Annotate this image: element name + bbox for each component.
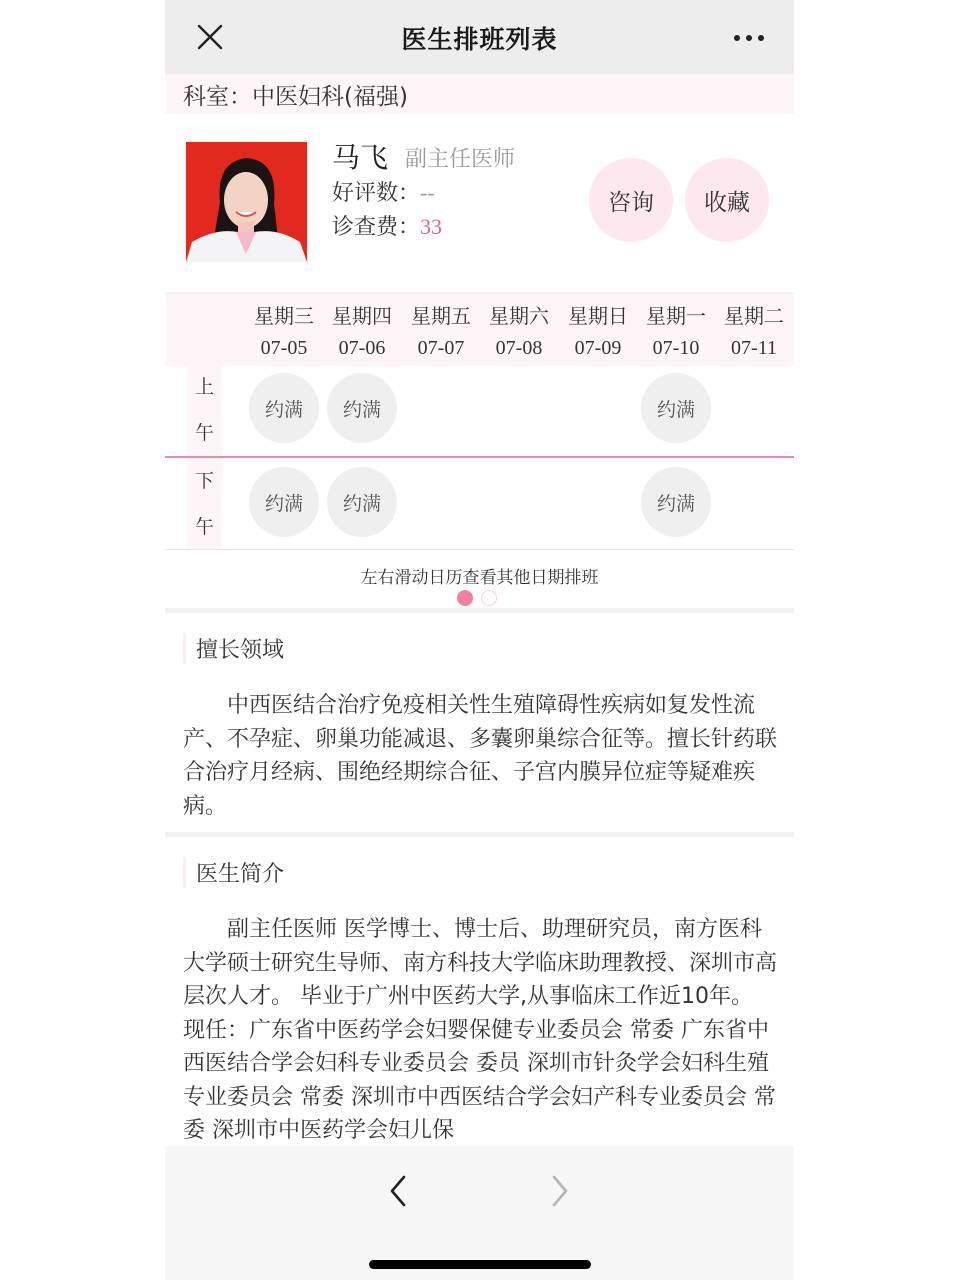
pm-label (187, 458, 222, 550)
swipe-hint: 左右滑动日历查看其他日期排班 (360, 568, 599, 588)
page-title: 医生排班列表 (401, 25, 558, 54)
slot-full[interactable]: 约满 (641, 467, 711, 537)
slot-full[interactable]: 约满 (327, 467, 397, 537)
weekday-label: 星期日 (568, 304, 628, 328)
specialty-title: 擅长领域 (183, 633, 284, 664)
slot-full[interactable]: 约满 (641, 373, 711, 443)
schedule-calendar[interactable] (165, 292, 794, 550)
am-label-char: 午 (194, 422, 214, 444)
date-label: 07-06 (338, 337, 386, 359)
day-column (715, 300, 793, 364)
rating-row (332, 176, 435, 207)
fee-value: 33 (420, 214, 443, 239)
page-indicator[interactable] (457, 587, 505, 605)
page-dot-active[interactable] (457, 590, 473, 606)
consult-button[interactable]: 咨询 (589, 158, 673, 242)
rating-value: -- (420, 180, 435, 205)
slot-full[interactable]: 约满 (327, 373, 397, 443)
pm-label-char: 下 (194, 470, 214, 492)
doctor-photo (186, 142, 307, 262)
forward-button[interactable] (547, 1174, 573, 1208)
weekday-label: 星期五 (411, 304, 471, 328)
day-column (245, 300, 323, 364)
date-label: 07-05 (260, 337, 308, 359)
more-dots-icon (732, 22, 766, 52)
date-label: 07-09 (574, 337, 622, 359)
more-button[interactable] (732, 22, 766, 52)
weekday-label: 星期二 (724, 304, 784, 328)
fee-row (332, 210, 442, 241)
pm-label-char: 午 (194, 516, 214, 538)
date-label: 07-07 (417, 337, 465, 359)
back-button[interactable] (385, 1174, 411, 1208)
navbar (165, 0, 794, 74)
weekday-label: 星期六 (489, 304, 549, 328)
am-label (187, 364, 222, 456)
am-label-char: 上 (194, 376, 214, 398)
rating-label: 好评数： (332, 181, 421, 206)
page-dot[interactable] (481, 590, 497, 606)
date-label: 07-11 (731, 337, 777, 359)
department-label: 科室：中医妇科(福强) (183, 84, 408, 110)
chevron-right-icon (547, 1174, 573, 1208)
day-column (637, 300, 715, 364)
specialty-body: 中西医结合治疗免疫相关性生殖障碍性疾病如复发性流产、不孕症、卵巢功能减退、多囊卵巢综合征等。擅长针药联合治疗月经病、围绝经期综合征、子宫内膜异位症等疑难疾病。 (183, 693, 778, 819)
home-indicator[interactable] (369, 1260, 591, 1269)
fee-label: 诊查费： (332, 215, 421, 240)
schedule-bottom-divider (165, 549, 794, 550)
am-row (165, 364, 794, 456)
pm-row (165, 458, 794, 550)
date-label: 07-10 (652, 337, 700, 359)
doctor-profile (165, 114, 794, 292)
day-column (480, 300, 558, 364)
slot-full[interactable]: 约满 (249, 467, 319, 537)
section-separator (165, 608, 794, 613)
chevron-left-icon (385, 1174, 411, 1208)
slot-full[interactable]: 约满 (249, 373, 319, 443)
weekday-label: 星期一 (646, 304, 706, 328)
doctor-title: 副主任医师 (405, 147, 516, 172)
doctor-name: 马飞 (332, 141, 389, 174)
weekday-label: 星期四 (332, 304, 392, 328)
department-bar (165, 74, 794, 114)
weekday-label: 星期三 (254, 304, 314, 328)
date-label: 07-08 (495, 337, 543, 359)
day-column (402, 300, 480, 364)
day-column (559, 300, 637, 364)
section-separator (165, 832, 794, 837)
day-column (323, 300, 401, 364)
bottom-toolbar (165, 1146, 794, 1280)
page (165, 0, 794, 1280)
schedule-header (165, 292, 794, 366)
intro-body: 副主任医师 医学博士、博士后、助理研究员，南方医科大学硕士研究生导师、南方科技大学临床助理教授、深圳市高层次人才。 毕业于广州中医药大学,从事临床工作近10年。 现任：广东省中医药学会妇婴保健专业委员会 常委 广东省中西医结合学会妇科专业委员会 委员 深圳市针灸学会妇科生殖专业委员会 常委 深圳市中西医结合学会妇产科专业委员会 常委 深圳市中医药学会妇儿保 (183, 917, 778, 1143)
favorite-button[interactable]: 收藏 (685, 158, 769, 242)
intro-title: 医生简介 (183, 857, 284, 888)
